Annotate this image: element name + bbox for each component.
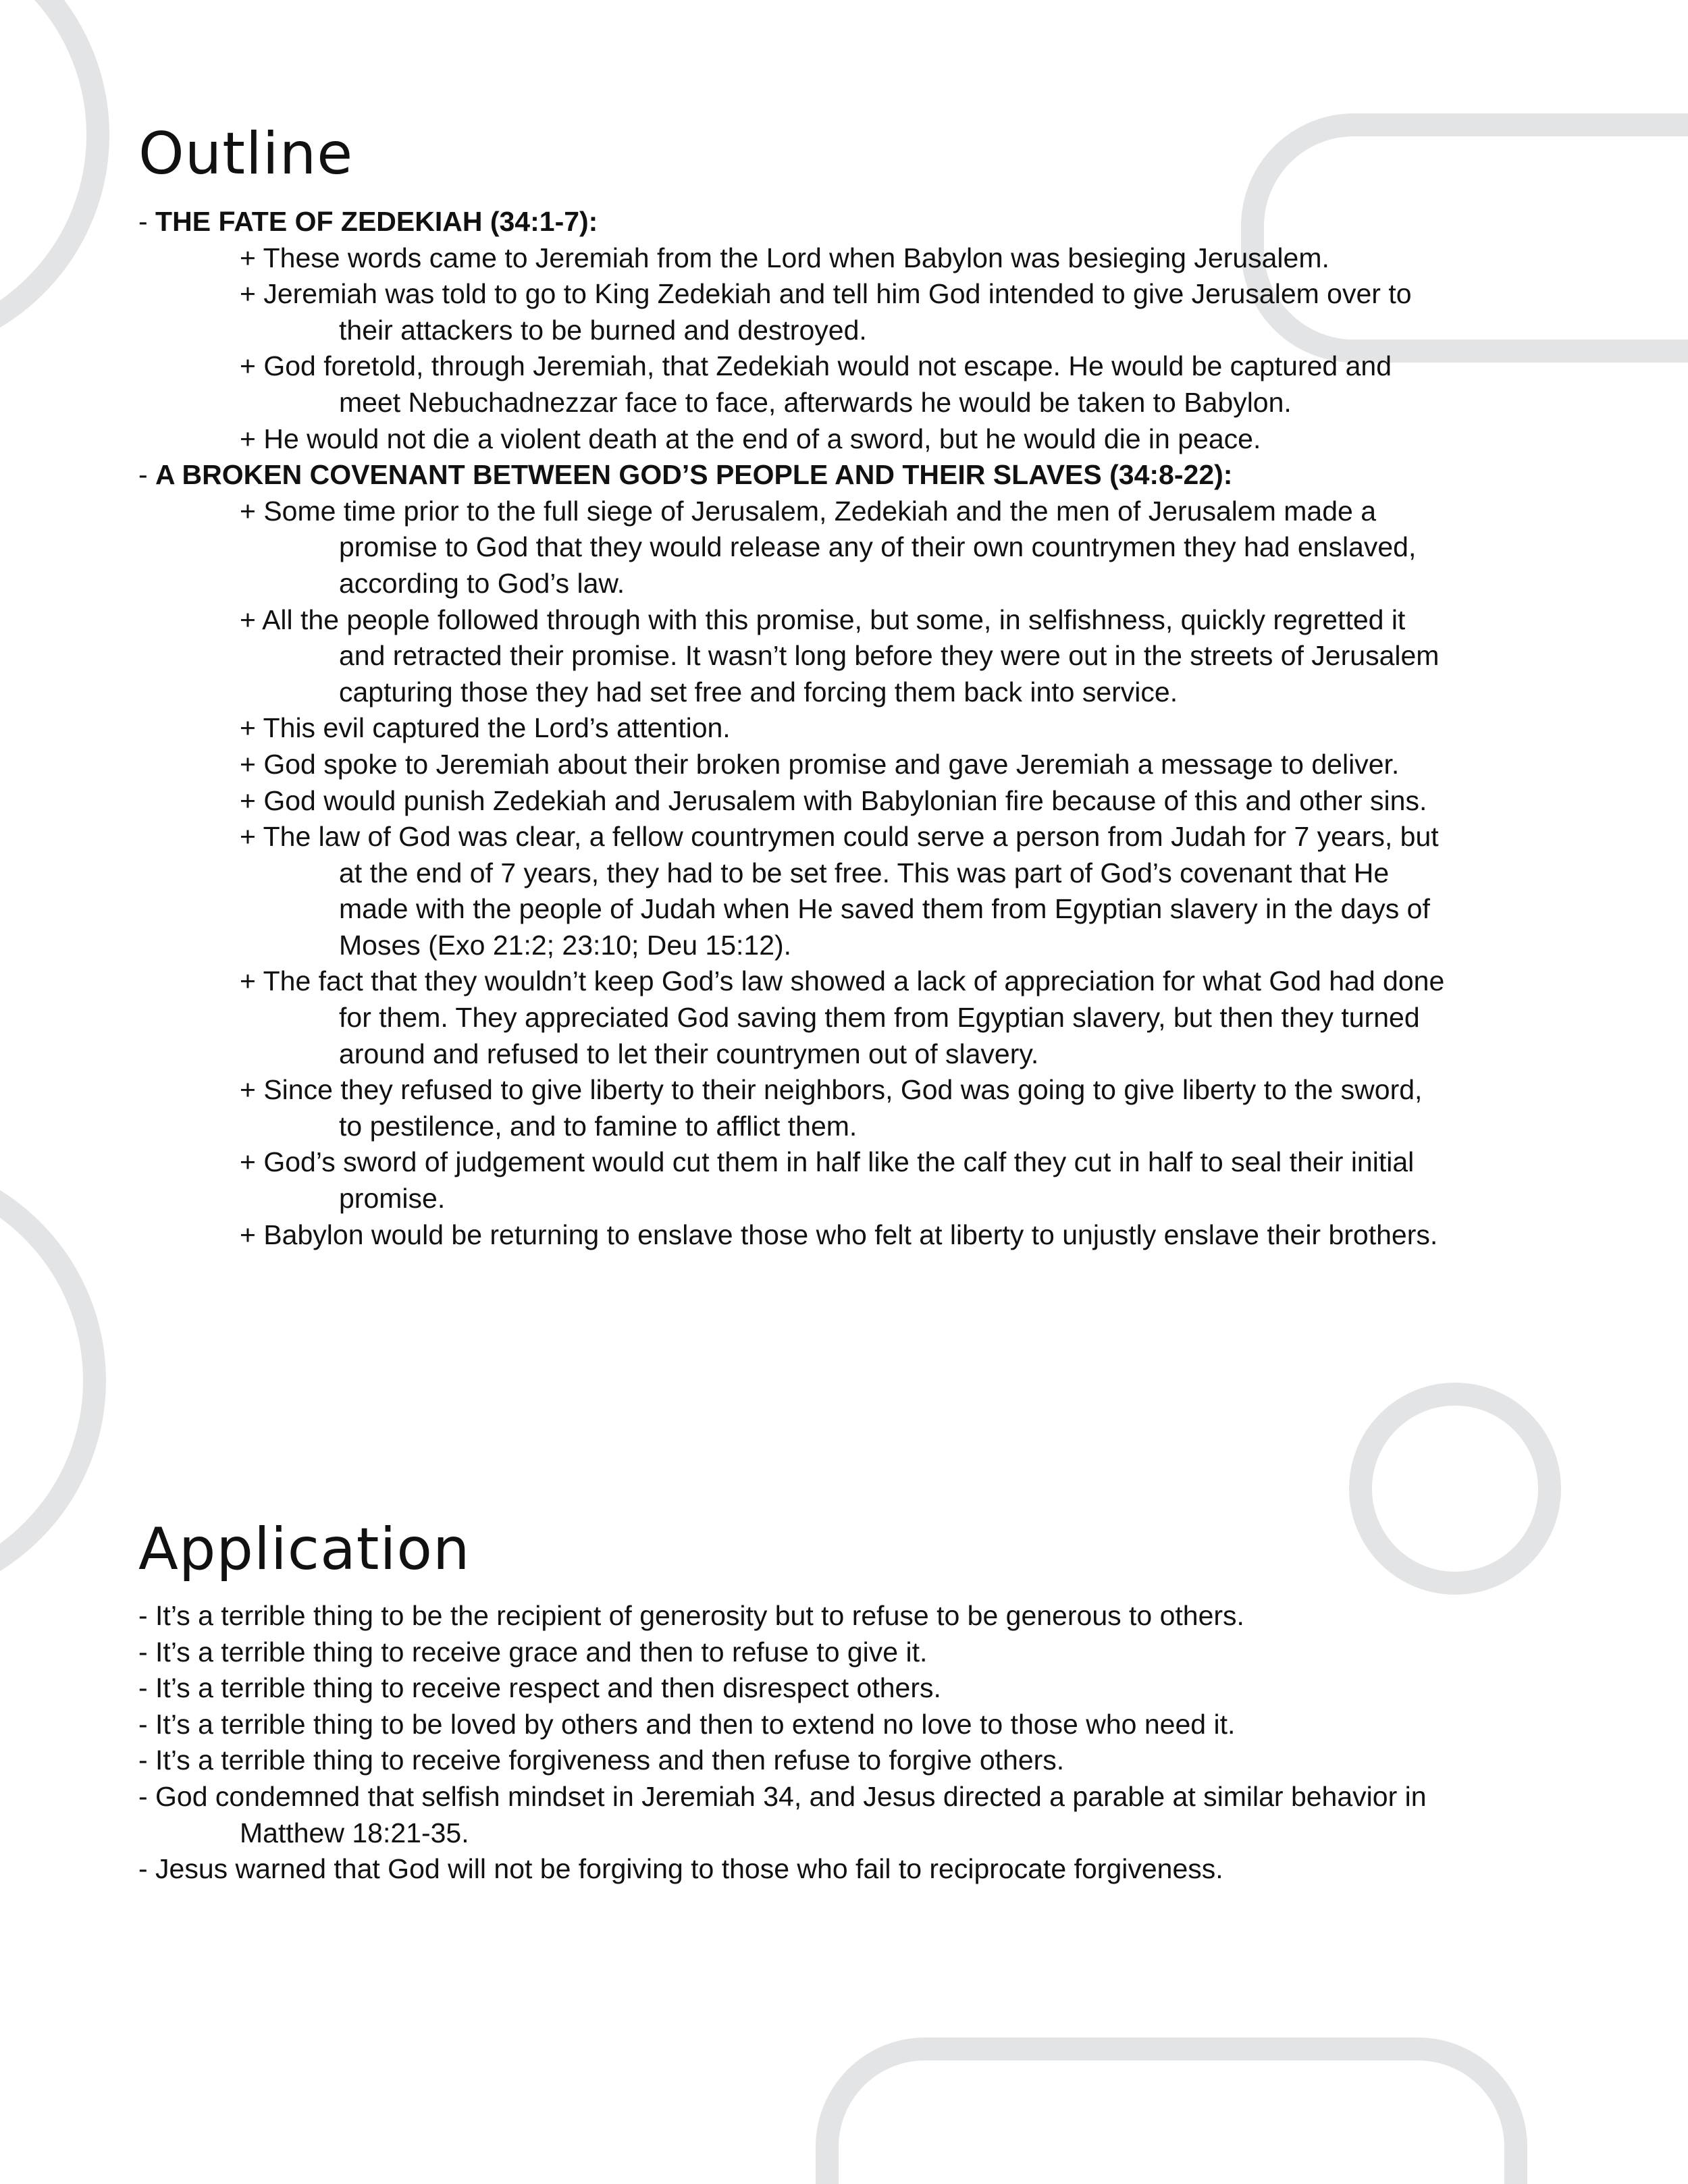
outline-bullet-line: + Jeremiah was told to go to King Zedekiah and tell him God intended to give Jerusalem over to [240,278,1412,310]
application-bullet-line: - It’s a terrible thing to be loved by others and then to extend no love to those who need it. [138,1708,1236,1740]
outline-bullet-continuation: Moses (Exo 21:2; 23:10; Deu 15:12). [339,929,792,961]
outline-bullet-line: + God would punish Zedekiah and Jerusalem with Babylonian fire because of this and other sins. [240,784,1427,816]
outline-bullet-line: + He would not die a violent death at the end of a sword, but he would die in peace. [240,423,1261,454]
outline-bullet-line: + The fact that they wouldn’t keep God’s law showed a lack of appreciation for what God had done [240,965,1445,997]
outline-bullet-continuation: at the end of 7 years, they had to be set free. This was part of God’s covenant that He [339,857,1390,888]
outline-bullet-continuation: according to God’s law. [339,567,625,599]
outline-bullet-line: + Some time prior to the full siege of Jerusalem, Zedekiah and the men of Jerusalem made a [240,495,1377,527]
outline-bullet-continuation: made with the people of Judah when He saved them from Egyptian slavery in the days of [339,893,1430,925]
application-bullet-line: - It’s a terrible thing to receive respect and then disrespect others. [138,1672,941,1704]
application-heading: Application [138,1516,471,1583]
application-bullet-line: - Jesus warned that God will not be forgiving to those who fail to reciprocate forgiveness. [138,1853,1223,1885]
outline-bullet-continuation: for them. They appreciated God saving them from Egyptian slavery, but then they turned [339,1002,1420,1034]
outline-bullet-line: + God’s sword of judgement would cut them in half like the calf they cut in half to seal their initial [240,1146,1415,1178]
outline-section-title: - A BROKEN COVENANT BETWEEN GOD’S PEOPLE AND THEIR SLAVES (34:8-22): [138,459,1233,491]
section-title-text: A BROKEN COVENANT BETWEEN GOD’S PEOPLE AND THEIR SLAVES (34:8-22): [155,459,1233,491]
outline-bullet-line: + The law of God was clear, a fellow countrymen could serve a person from Judah for 7 years, but [240,821,1439,853]
outline-bullet-continuation: and retracted their promise. It wasn’t long before they were out in the streets of Jerusalem [339,640,1440,672]
outline-bullet-continuation: promise to God that they would release any of their own countrymen they had enslaved, [339,531,1417,563]
application-bullet-continuation: Matthew 18:21-35. [240,1817,469,1848]
outline-list [0,204,1688,1253]
outline-bullet-line: + God spoke to Jeremiah about their broken promise and gave Jeremiah a message to deliver. [240,748,1400,780]
application-bullet-line: - God condemned that selfish mindset in Jeremiah 34, and Jesus directed a parable at similar behavior in [138,1780,1427,1812]
application-bullet-line: - It’s a terrible thing to be the recipient of generosity but to refuse to be generous to others. [138,1600,1244,1631]
outline-bullet-continuation: their attackers to be burned and destroyed. [339,314,867,346]
outline-bullet-line: + Babylon would be returning to enslave those who felt at liberty to unjustly enslave their brothers. [240,1219,1438,1250]
outline-bullet-continuation: around and refused to let their countrymen out of slavery. [339,1038,1039,1069]
bottom-pill-shape [827,2049,1516,2184]
outline-bullet-line: + God foretold, through Jeremiah, that Zedekiah would not escape. He would be captured and [240,350,1392,382]
application-bullet-line: - It’s a terrible thing to receive grace and then to refuse to give it. [138,1636,928,1668]
section-title-text: THE FATE OF ZEDEKIAH (34:1-7): [155,206,598,237]
right-ring-shape [1361,1394,1550,1583]
outline-section-title: - THE FATE OF ZEDEKIAH (34:1-7): [138,206,598,237]
outline-bullet-line: + This evil captured the Lord’s attention. [240,712,731,744]
outline-heading: Outline [138,120,354,188]
application-bullet-line: - It’s a terrible thing to receive forgiveness and then refuse to forgive others. [138,1744,1065,1776]
outline-bullet-continuation: to pestilence, and to famine to afflict them. [339,1110,858,1142]
outline-bullet-continuation: meet Nebuchadnezzar face to face, afterwards he would be taken to Babylon. [339,386,1292,418]
outline-bullet-continuation: capturing those they had set free and forcing them back into service. [339,676,1178,708]
outline-bullet-line: + These words came to Jeremiah from the Lord when Babylon was besieging Jerusalem. [240,242,1329,273]
application-list [0,1598,1688,1888]
outline-bullet-continuation: promise. [339,1183,446,1215]
outline-bullet-line: + All the people followed through with this promise, but some, in selfishness, quickly regretted it [240,604,1406,635]
outline-bullet-line: + Since they refused to give liberty to their neighbors, God was going to give liberty to the sword, [240,1074,1423,1106]
